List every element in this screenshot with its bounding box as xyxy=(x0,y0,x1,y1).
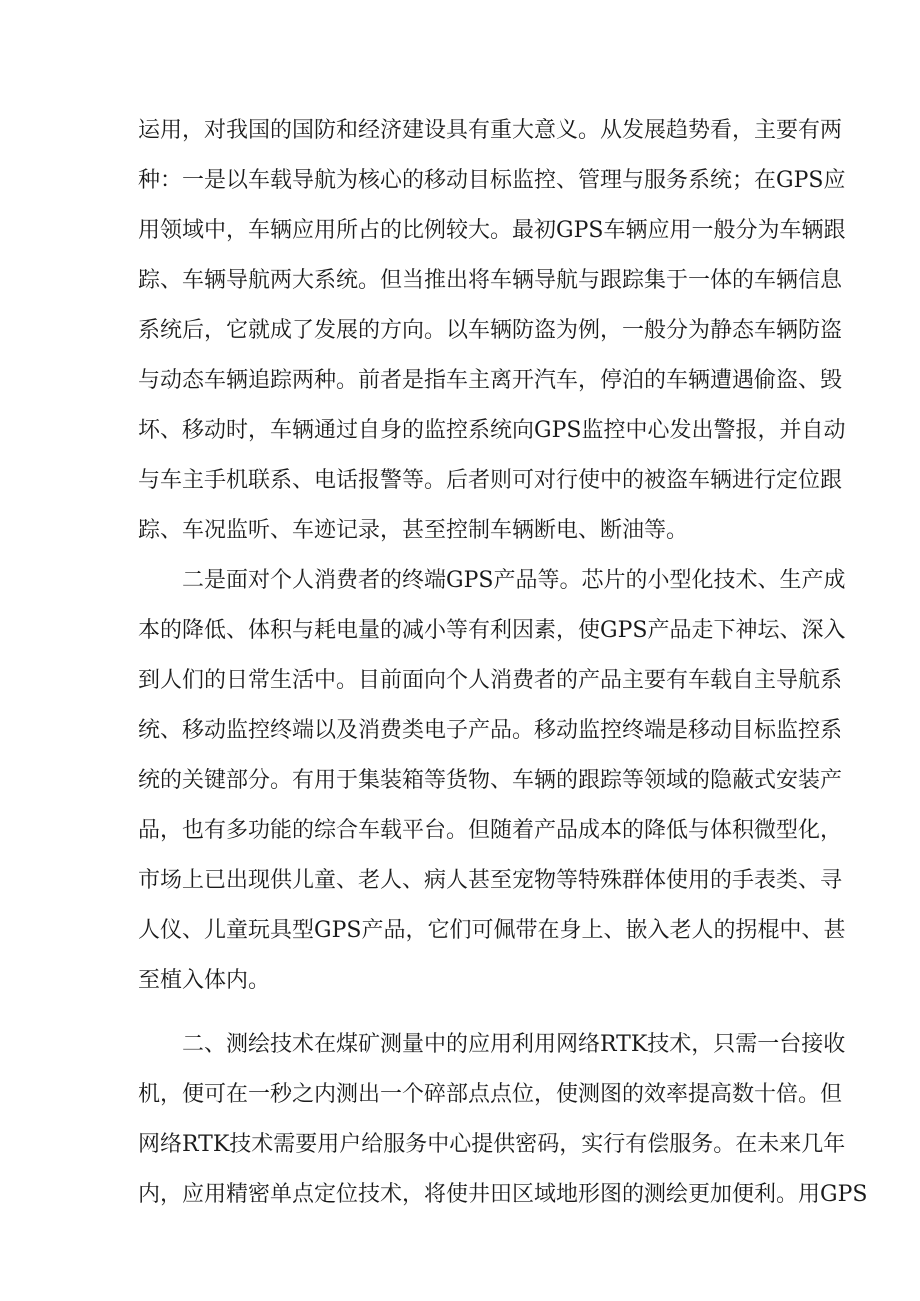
paragraph-2-line-3: 到人们的日常生活中。目前面向个人消费者的产品主要有车载自主导航系 xyxy=(138,668,843,693)
paragraph-2-line-6: 品，也有多功能的综合车载平台。但随着产品成本的降低与体积微型化， xyxy=(138,818,843,843)
paragraph-3-line-2: 机，便可在一秒之内测出一个碎部点点位，使测图的效率提高数十倍。但 xyxy=(138,1082,843,1107)
paragraph-3-line-1: 二、测绘技术在煤矿测量中的应用利用网络RTK技术，只需一台接收 xyxy=(182,1032,846,1057)
paragraph-1-line-1: 运用，对我国的国防和经济建设具有重大意义。从发展趋势看，主要有两 xyxy=(138,118,843,143)
paragraph-1-line-3: 用领域中，车辆应用所占的比例较大。最初GPS车辆应用一般分为车辆跟 xyxy=(138,218,846,243)
paragraph-3-line-4: 内，应用精密单点定位技术，将使井田区域地形图的测绘更加便利。用GPS xyxy=(138,1182,868,1207)
paragraph-3-line-3: 网络RTK技术需要用户给服务中心提供密码，实行有偿服务。在未来几年 xyxy=(138,1132,846,1157)
paragraph-2-line-5: 统的关键部分。有用于集装箱等货物、车辆的跟踪等领域的隐蔽式安装产 xyxy=(138,768,843,793)
paragraph-1-line-8: 与车主手机联系、电话报警等。后者则可对行使中的被盗车辆进行定位跟 xyxy=(138,468,843,493)
paragraph-2-line-7: 市场上已出现供儿童、老人、病人甚至宠物等特殊群体使用的手表类、寻 xyxy=(138,868,843,893)
paragraph-1-line-4: 踪、车辆导航两大系统。但当推出将车辆导航与跟踪集于一体的车辆信息 xyxy=(138,268,843,293)
paragraph-1-line-6: 与动态车辆追踪两种。前者是指车主离开汽车，停泊的车辆遭遇偷盗、毁 xyxy=(138,368,843,393)
paragraph-2-line-4: 统、移动监控终端以及消费类电子产品。移动监控终端是移动目标监控系 xyxy=(138,718,843,743)
paragraph-2-line-2: 本的降低、体积与耗电量的减小等有利因素，使GPS产品走下神坛、深入 xyxy=(138,618,846,643)
paragraph-1-line-9: 踪、车况监听、车迹记录，甚至控制车辆断电、断油等。 xyxy=(138,518,689,543)
paragraph-1-line-7: 坏、移动时，车辆通过自身的监控系统向GPS监控中心发出警报，并自动 xyxy=(138,418,846,443)
paragraph-2-line-8: 人仪、儿童玩具型GPS产品，它们可佩带在身上、嵌入老人的拐棍中、甚 xyxy=(138,918,846,943)
paragraph-2-line-9: 至植入体内。 xyxy=(138,968,271,993)
paragraph-2-line-1: 二是面对个人消费者的终端GPS产品等。芯片的小型化技术、生产成 xyxy=(182,568,846,593)
paragraph-1-line-2: 种：一是以车载导航为核心的移动目标监控、管理与服务系统；在GPS应 xyxy=(138,168,846,193)
paragraph-1-line-5: 系统后，它就成了发展的方向。以车辆防盗为例，一般分为静态车辆防盗 xyxy=(138,318,843,343)
